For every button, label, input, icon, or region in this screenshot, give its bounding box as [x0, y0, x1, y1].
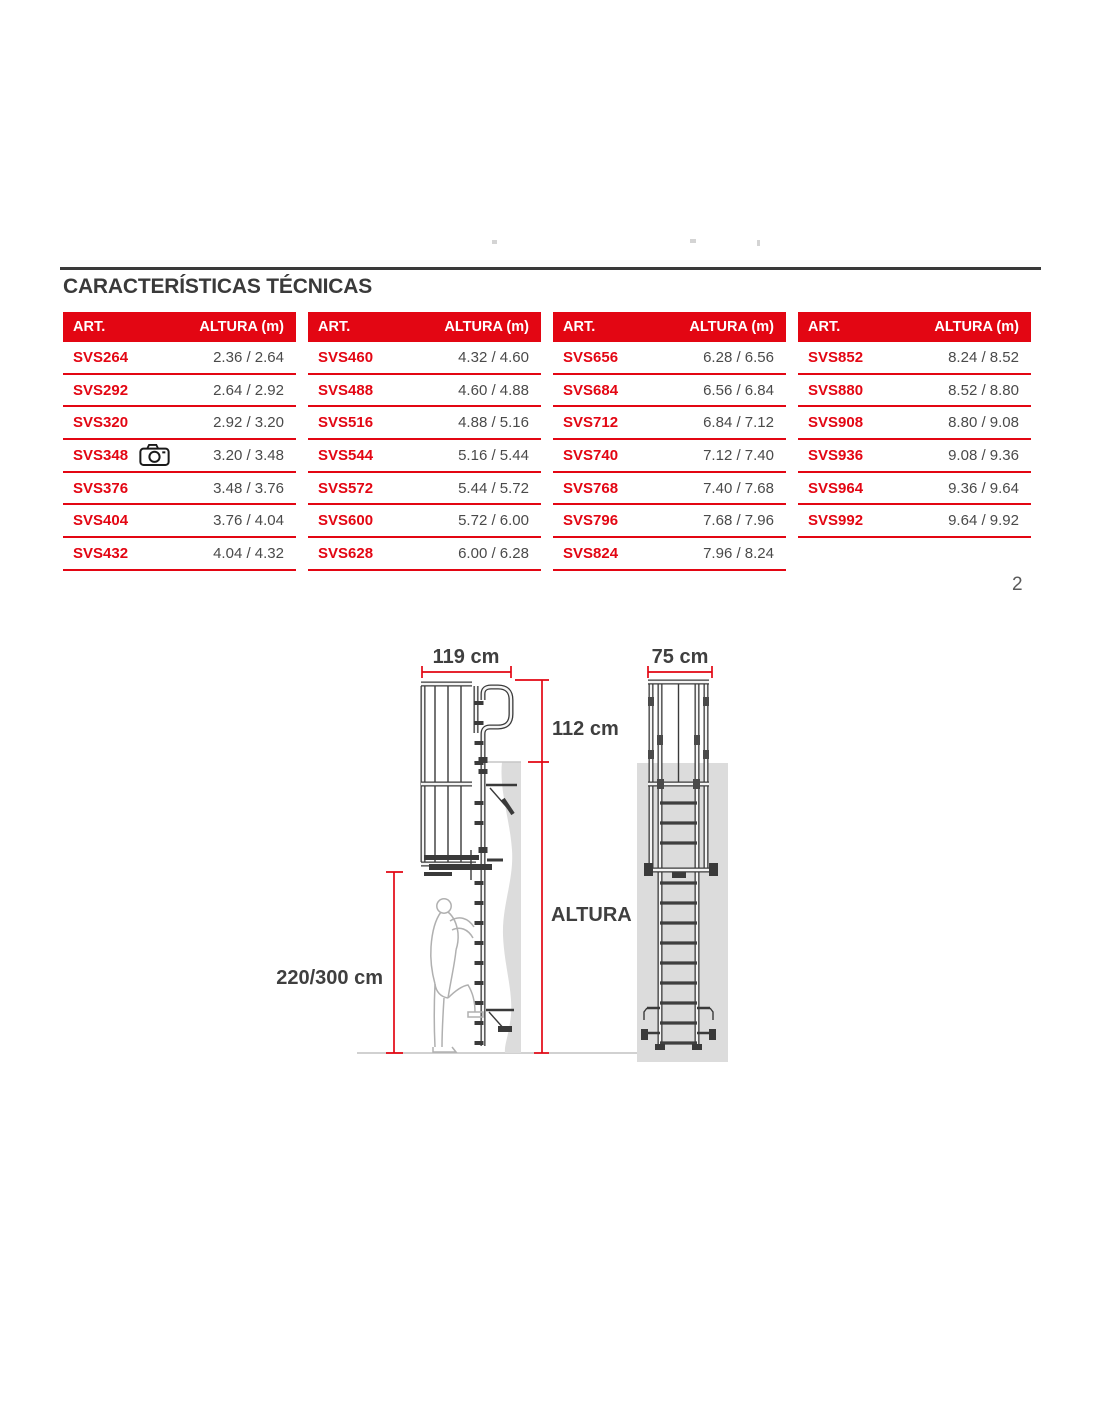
altura-value: 6.84 / 7.12	[703, 414, 774, 432]
article-code: SVS908	[808, 414, 864, 432]
page-title: CARACTERÍSTICAS TÉCNICAS	[63, 275, 373, 298]
column-header-art: ART.	[73, 319, 106, 335]
dim-label-220-300cm: 220/300 cm	[276, 967, 383, 989]
article-code: SVS628	[318, 544, 374, 562]
article-code: SVS852	[808, 348, 864, 366]
article-code: SVS460	[318, 348, 374, 366]
print-artifacts	[492, 239, 760, 246]
altura-value: 8.24 / 8.52	[948, 348, 1019, 366]
altura-value: 4.04 / 4.32	[213, 544, 284, 562]
altura-value: 2.36 / 2.64	[213, 348, 284, 366]
article-code: SVS544	[318, 446, 374, 464]
altura-value: 7.12 / 7.40	[703, 446, 774, 464]
article-code: SVS796	[563, 512, 619, 530]
dim-label-altura: ALTURA	[551, 904, 632, 926]
altura-value: 6.28 / 6.56	[703, 348, 774, 366]
altura-value: 9.64 / 9.92	[948, 512, 1019, 530]
altura-value: 4.60 / 4.88	[458, 381, 529, 399]
altura-value: 5.72 / 6.00	[458, 512, 529, 530]
altura-value: 9.08 / 9.36	[948, 446, 1019, 464]
altura-value: 3.48 / 3.76	[213, 479, 284, 497]
column-header-art: ART.	[808, 319, 841, 335]
article-code: SVS824	[563, 544, 619, 562]
article-code: SVS712	[563, 414, 619, 432]
article-code: SVS768	[563, 479, 619, 497]
article-code: SVS600	[318, 512, 374, 530]
article-code: SVS516	[318, 414, 374, 432]
article-code: SVS376	[73, 479, 129, 497]
altura-value: 3.76 / 4.04	[213, 512, 284, 530]
article-code: SVS880	[808, 381, 864, 399]
altura-value: 5.16 / 5.44	[458, 446, 529, 464]
altura-value: 6.00 / 6.28	[458, 544, 529, 562]
article-code: SVS656	[563, 348, 619, 366]
article-code: SVS964	[808, 479, 864, 497]
column-header-altura: ALTURA (m)	[689, 319, 774, 335]
altura-value: 4.88 / 5.16	[458, 414, 529, 432]
column-header-altura: ALTURA (m)	[934, 319, 1019, 335]
article-code: SVS320	[73, 414, 129, 432]
article-code: SVS936	[808, 446, 864, 464]
page-number-fragment: 2	[1012, 574, 1023, 595]
article-code: SVS348	[73, 446, 129, 464]
dim-label-112cm: 112 cm	[552, 718, 619, 740]
altura-value: 8.80 / 9.08	[948, 414, 1019, 432]
altura-value: 9.36 / 9.64	[948, 479, 1019, 497]
column-header-altura: ALTURA (m)	[444, 319, 529, 335]
altura-value: 6.56 / 6.84	[703, 381, 774, 399]
altura-value: 7.40 / 7.68	[703, 479, 774, 497]
column-header-art: ART.	[563, 319, 596, 335]
dim-label-119cm: 119 cm	[432, 646, 500, 668]
altura-value: 3.20 / 3.48	[213, 446, 284, 464]
article-code: SVS292	[73, 381, 129, 399]
article-code: SVS432	[73, 544, 129, 562]
altura-value: 4.32 / 4.60	[458, 348, 529, 366]
article-code: SVS740	[563, 446, 619, 464]
altura-value: 2.64 / 2.92	[213, 381, 284, 399]
column-header-art: ART.	[318, 319, 351, 335]
article-code: SVS264	[73, 348, 129, 366]
article-code: SVS404	[73, 512, 129, 530]
article-code: SVS572	[318, 479, 374, 497]
altura-value: 5.44 / 5.72	[458, 479, 529, 497]
dim-label-75cm: 75 cm	[651, 646, 709, 668]
altura-value: 2.92 / 3.20	[213, 414, 284, 432]
article-code: SVS684	[563, 381, 619, 399]
column-header-altura: ALTURA (m)	[199, 319, 284, 335]
altura-value: 8.52 / 8.80	[948, 381, 1019, 399]
altura-value: 7.68 / 7.96	[703, 512, 774, 530]
article-code: SVS992	[808, 512, 864, 530]
altura-value: 7.96 / 8.24	[703, 544, 774, 562]
article-code: SVS488	[318, 381, 374, 399]
